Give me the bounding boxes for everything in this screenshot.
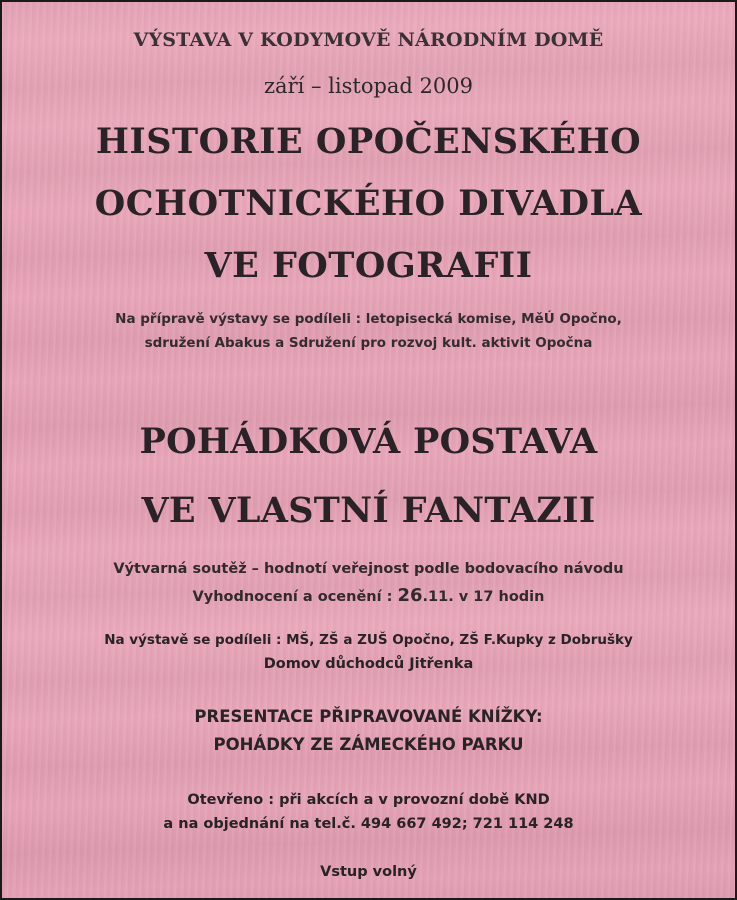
exhibitors-line-1: Na výstavě se podíleli : MŠ, ZŠ a ZUŠ Opočno, ZŠ F.Kupky z Dobrušky (104, 632, 633, 648)
competition-title-line-1: POHÁDKOVÁ POSTAVA (139, 421, 598, 462)
admission-note: Vstup volný (320, 864, 417, 880)
book-presentation-line-2: POHÁDKY ZE ZÁMECKÉHO PARKU (213, 735, 524, 754)
evaluation-line (2, 585, 735, 606)
competition-info: Výtvarná soutěž – hodnotí veřejnost podle bodovacího návodu (113, 561, 624, 577)
exhibitors-line-2: Domov důchodců Jitřenka (263, 656, 474, 672)
opening-hours-line-2: a na objednání na tel.č. 494 667 492; 721 114 248 (163, 816, 574, 832)
participants-line-2: sdružení Abakus a Sdružení pro rozvoj kult. aktivit Opočna (144, 335, 593, 351)
venue-line: VÝSTAVA V KODYMOVĚ NÁRODNÍM DOMĚ (133, 29, 604, 51)
evaluation-prefix: Vyhodnocení a ocenění : (192, 589, 398, 605)
book-presentation-line-1: PRESENTACE PŘIPRAVOVANÉ KNÍŽKY: (194, 707, 543, 726)
evaluation-suffix: .11. v 17 hodin (422, 589, 545, 605)
competition-title-line-2: VE VLASTNÍ FANTAZII (141, 490, 596, 531)
participants-line-1: Na přípravě výstavy se podíleli : letopisecká komise, MěÚ Opočno, (115, 311, 622, 327)
exhibition-title-line-3: VE FOTOGRAFII (204, 245, 533, 286)
evaluation-handwritten-date: 26 (397, 585, 423, 606)
opening-hours-line-1: Otevřeno : při akcích a v provozní době KND (187, 792, 550, 808)
exhibition-title-line-2: OCHOTNICKÉHO DIVADLA (94, 183, 643, 224)
exhibition-title-line-1: HISTORIE OPOČENSKÉHO (95, 121, 642, 162)
exhibition-dates: září – listopad 2009 (263, 74, 473, 98)
